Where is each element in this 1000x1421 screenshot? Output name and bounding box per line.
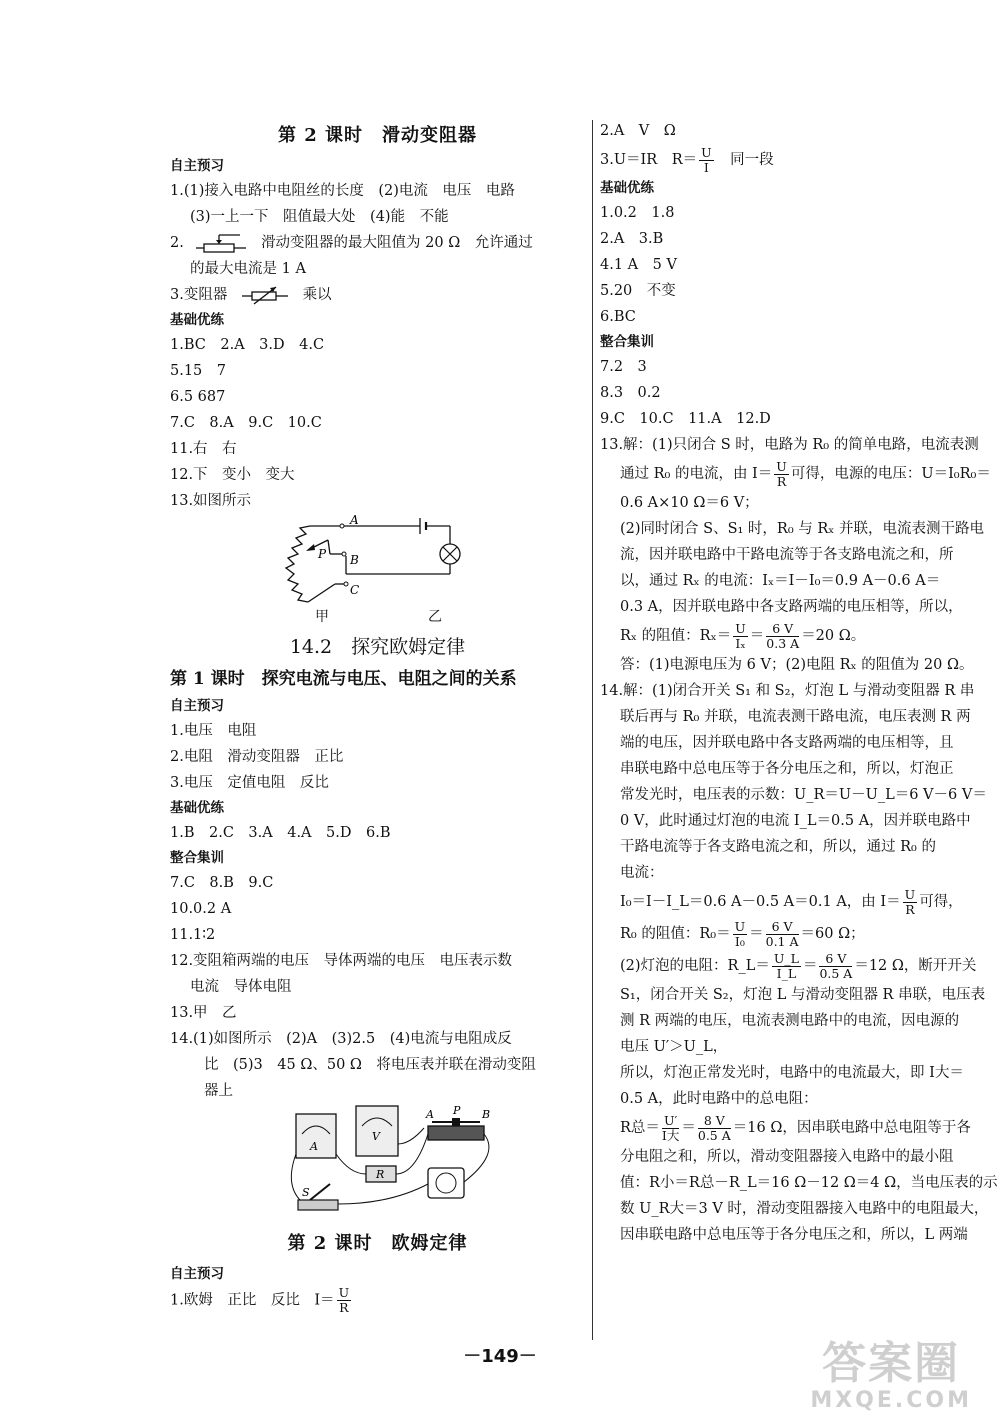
- answer-line: 0.3 A，因并联电路中各支路两端的电压相等，所以，: [620, 599, 963, 615]
- answer-line: [600, 144, 1000, 176]
- answer-line: 11.1∶2: [170, 927, 216, 943]
- column-divider: [592, 120, 593, 1340]
- answer-line: I₀＝I－I_L＝0.6 A－0.5 A＝0.1 A，由 I＝ $\frac{U}{R}$ 可得，: [620, 886, 963, 917]
- answer-line: 通过 R₀ 的电流，由 I＝ $\frac{U}{R}$ 可得，电源的电压：U＝I₀R₀＝: [620, 458, 991, 489]
- answer-line: 6.BC: [600, 309, 636, 325]
- answer-line: 1.(1)接入电路中电阻丝的长度 (2)电流 电压 电路: [170, 183, 515, 199]
- answer-line: 0 V，此时通过灯泡的电流 I_L＝0.5 A，因并联电路中: [620, 813, 971, 829]
- answer-text: 3.U＝IR R＝: [600, 152, 698, 168]
- answer-line: 5.20 不变: [600, 283, 676, 299]
- answer-line: 9.C 10.C 11.A 12.D: [600, 411, 771, 427]
- answer-line: 7.C 8.A 9.C 10.C: [170, 415, 322, 431]
- answer-line: 1.电压 电阻: [170, 723, 257, 739]
- answer-line: 13.解：(1)只闭合 S 时，电路为 R₀ 的简单电路，电流表测: [600, 437, 979, 453]
- figure-label-jia: 甲: [315, 609, 329, 625]
- answer-line: 14.解：(1)闭合开关 S₁ 和 S₂，灯泡 L 与滑动变阻器 R 串: [600, 683, 975, 699]
- fraction: $\frac{6 V}{0.5 A}$: [819, 950, 853, 981]
- rheostat-circuit-figure: [170, 514, 585, 625]
- answer-line: [170, 282, 585, 308]
- answer-line: 11.右 右: [170, 441, 237, 457]
- subsection-heading: 基础优练: [170, 800, 224, 816]
- answer-line: 7.2 3: [600, 359, 647, 375]
- subsection-heading: 整合集训: [600, 334, 654, 350]
- answer-line: 14.(1)如图所示 (2)A (3)2.5 (4)电流与电阻成反: [170, 1031, 512, 1047]
- slider-p-label: P: [318, 547, 327, 561]
- answer-text: 同一段: [730, 152, 774, 168]
- ohm-law-fraction: $\frac{U}{R}$: [338, 1285, 350, 1315]
- ammeter-label: A: [310, 1140, 318, 1153]
- rheostat-icon: [428, 1126, 484, 1140]
- subsection-heading: 基础优练: [170, 312, 224, 328]
- figure-label-yi: 乙: [428, 609, 442, 625]
- switch-icon: [298, 1200, 338, 1210]
- answer-line: Rₓ 的阻值：Rₓ＝ $\frac{U}{\text{Iₓ}}$ ＝ $\frac{6 V}{0.3 A}$ ＝20 Ω。: [620, 620, 866, 651]
- answer-line: 以，通过 Rₓ 的电流：Iₓ＝I－I₀＝0.9 A－0.6 A＝: [620, 573, 941, 589]
- fraction: $\frac{U}{\text{I₀}}$: [734, 918, 746, 949]
- subsection-heading: 基础优练: [600, 180, 654, 196]
- resistor-label: R: [376, 1168, 385, 1181]
- subsection-heading: 整合集训: [170, 850, 224, 866]
- variable-resistor-symbol: [240, 284, 290, 306]
- fraction: $\frac{6 V}{0.1 A}$: [765, 918, 799, 949]
- answer-line: 答：(1)电源电压为 6 V；(2)电阻 Rₓ 的阻值为 20 Ω。: [620, 657, 974, 673]
- sliding-rheostat-symbol: [194, 232, 250, 254]
- answer-line: 4.1 A 5 V: [600, 257, 677, 273]
- answer-text: 乘以: [302, 287, 332, 303]
- page-number: －149－: [463, 1346, 537, 1367]
- answer-line: 2.电阻 滑动变阻器 正比: [170, 749, 344, 765]
- apparatus-drawing: [170, 1104, 585, 1226]
- answer-line: R₀ 的阻值：R₀＝ $\frac{U}{\text{I₀}}$ ＝ $\frac{6 V}{0.1 A}$ ＝60 Ω；: [620, 918, 865, 949]
- answer-line: 12.变阻箱两端的电压 导体两端的电压 电压表示数: [170, 953, 513, 969]
- answer-line: 测 R 两端的电压，电流表测电路中的电流，因电源的: [620, 1013, 960, 1029]
- answer-line: 1.B 2.C 3.A 4.A 5.D 6.B: [170, 825, 391, 841]
- answer-line: 1.0.2 1.8: [600, 205, 675, 221]
- answer-line: [170, 1286, 585, 1315]
- lesson-title: 第 1 课时 探究电流与电压、电阻之间的关系: [170, 669, 517, 689]
- fraction: $\frac{U}{\text{Iₓ}}$: [735, 620, 746, 651]
- answer-line: [170, 230, 585, 256]
- answer-line: 2.A 3.B: [600, 231, 664, 247]
- rheostat-p-label: P: [453, 1104, 461, 1117]
- answer-line: 0.6 A×10 Ω＝6 V；: [620, 495, 759, 511]
- fraction: $\frac{U'}{\text{I大}}$: [661, 1112, 680, 1143]
- watermark-logo: 答案圈 MXQE.COM: [810, 1338, 972, 1413]
- rheostat-circuit-diagram: [170, 514, 585, 606]
- fraction: $\frac{6 V}{0.3 A}$: [766, 620, 800, 651]
- answer-line: 电压 U′＞U_L，: [620, 1039, 728, 1055]
- subsection-heading: 自主预习: [170, 698, 224, 714]
- answer-line: (3)一上一下 阻值最大处 (4)能 不能: [190, 209, 449, 225]
- terminal-b-label: B: [350, 553, 359, 567]
- fraction: $\frac{U}{R}$: [904, 886, 916, 917]
- lesson-title: 第 2 课时 欧姆定律: [287, 1233, 468, 1254]
- answer-line: 流，因并联电路中干路电流等于各支路电流之和，所: [620, 547, 954, 563]
- answer-line: 5.15 7: [170, 363, 227, 379]
- fraction: $\frac{U}{R}$: [776, 458, 787, 489]
- answer-line: 端的电压，因并联电路中各支路两端的电压相等，且: [620, 735, 954, 751]
- answer-line: 常发光时，电压表的示数：U_R＝U－U_L＝6 V－6 V＝: [620, 787, 987, 803]
- answer-line: 串联电路中总电压等于各分电压之和，所以，灯泡正: [620, 761, 954, 777]
- answer-line: 12.下 变小 变大: [170, 467, 295, 483]
- answer-line: 所以，灯泡正常发光时，电路中的电流最大，即 I大＝: [620, 1065, 964, 1081]
- terminal-a-label: A: [350, 514, 359, 527]
- answer-line: (2)同时闭合 S、S₁ 时，R₀ 与 Rₓ 并联，电流表测干路电: [620, 521, 985, 537]
- answer-line: 干路电流等于各支路电流之和，所以，通过 R₀ 的: [620, 839, 936, 855]
- fraction: $\frac{U\_L}{I\_L}$: [773, 950, 799, 981]
- answer-line: 1.BC 2.A 3.D 4.C: [170, 337, 325, 353]
- answer-line: S₁，闭合开关 S₂，灯泡 L 与滑动变阻器 R 串联，电压表: [620, 987, 986, 1003]
- answer-line: 值：R小＝R总－R_L＝16 Ω－12 Ω＝4 Ω，当电压表的示: [620, 1175, 998, 1191]
- rheostat-b-label: B: [482, 1108, 491, 1121]
- answer-line: 10.0.2 A: [170, 901, 232, 917]
- answer-line: 13.如图所示: [170, 493, 252, 509]
- answer-line: 联后再与 R₀ 并联，电流表测干路电流，电压表测 R 两: [620, 709, 971, 725]
- fraction: $\frac{8 V}{0.5 A}$: [697, 1112, 731, 1143]
- answer-line: 分电阻之和，所以，滑动变阻器接入电路中的最小阻: [620, 1149, 954, 1165]
- answer-line: 6.5 687: [170, 389, 226, 405]
- answer-line: 13.甲 乙: [170, 1005, 237, 1021]
- terminal-c-label: C: [350, 583, 360, 597]
- answer-line: 的最大电流是 1 A: [190, 261, 306, 277]
- voltmeter-label: V: [372, 1130, 380, 1143]
- subsection-heading: 自主预习: [170, 1266, 224, 1282]
- rheostat-a-label: A: [426, 1108, 434, 1121]
- answer-line: 7.C 8.B 9.C: [170, 875, 274, 891]
- answer-line: 比 (5)3 45 Ω、50 Ω 将电压表并联在滑动变阻: [204, 1057, 536, 1073]
- answer-number: 2.: [170, 235, 184, 251]
- right-column: [600, 118, 1000, 1248]
- answer-line: 数 U_R大＝3 V 时，滑动变阻器接入电路中的电阻最大，: [620, 1201, 989, 1217]
- answer-line: (2)灯泡的电阻：R_L＝ $\frac{U\_L}{I\_L}$ ＝ $\frac{6 V}{0.5 A}$ ＝12 Ω，断开开关: [620, 950, 977, 981]
- answer-line: 器上: [204, 1083, 233, 1099]
- answer-text: 滑动变阻器的最大阻值为 20 Ω 允许通过: [261, 235, 533, 251]
- answer-line: 因串联电路中总电压等于各分电压之和，所以，L 两端: [620, 1227, 968, 1243]
- answer-text: 3.变阻器: [170, 287, 228, 303]
- subsection-heading: 自主预习: [170, 158, 224, 174]
- answer-line: R总＝ $\frac{U'}{\text{I大}}$ ＝ $\frac{8 V}{0.5 A}$ ＝16 Ω，因串联电路中总电阻等于各: [620, 1112, 971, 1143]
- answer-line: 电流：: [620, 865, 664, 881]
- answer-line: 3.电压 定值电阻 反比: [170, 775, 329, 791]
- answer-line: 电流 导体电阻: [190, 979, 292, 995]
- chapter-title: 14.2 探究欧姆定律: [289, 636, 466, 658]
- section-title: 第 2 课时 滑动变阻器: [277, 125, 478, 146]
- answer-text: 1.欧姆 正比 反比 I＝: [170, 1292, 335, 1309]
- answer-line: 2.A V Ω: [600, 123, 676, 139]
- switch-label: S: [302, 1186, 310, 1199]
- experiment-apparatus-figure: [170, 1104, 585, 1226]
- left-column: [170, 118, 585, 1315]
- fraction: $\frac{U}{I}$: [701, 144, 712, 175]
- answer-line: 8.3 0.2: [600, 385, 661, 401]
- answer-line: 0.5 A，此时电路中的总电阻：: [620, 1091, 818, 1107]
